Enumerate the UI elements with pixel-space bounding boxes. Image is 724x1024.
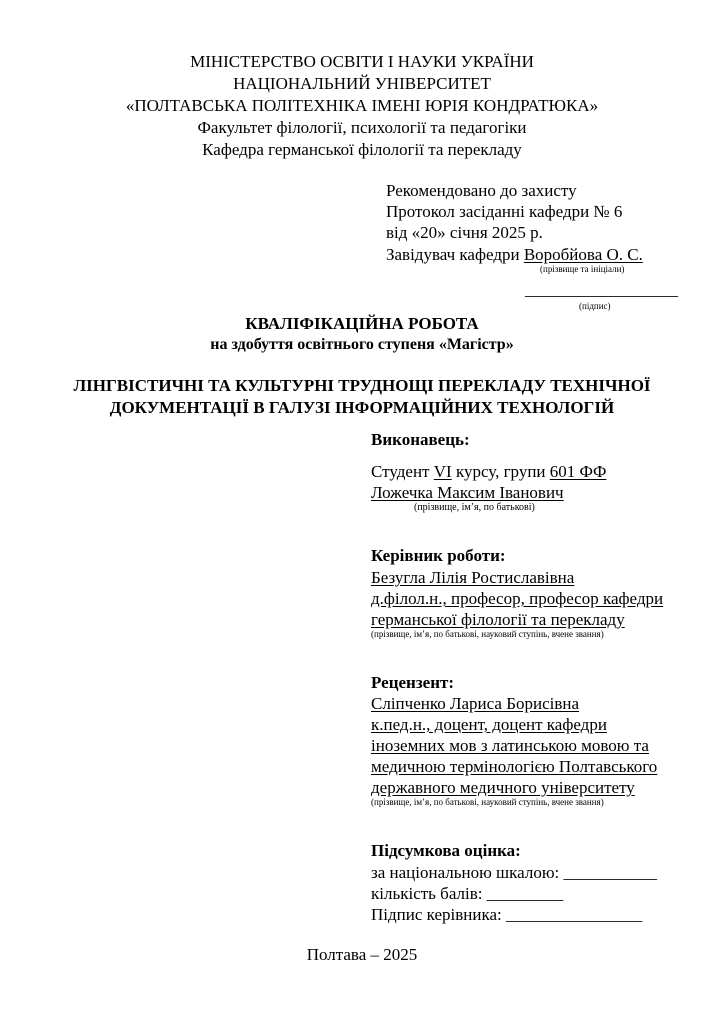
student-line [371,461,606,483]
signature-hint: (підпис) [579,301,611,311]
supervisor-position-1: д.філол.н., професор, професор кафедри [371,589,664,608]
name-hint: (прізвище та ініціали) [540,264,625,274]
supervisor-hint: (прізвище, ім’я, по батькові, науковий ступінь, вчене звання) [371,629,604,639]
reviewer-line-2: іноземних мов з латинською мовою та [371,736,649,755]
work-type: КВАЛІФІКАЦІЙНА РОБОТА [245,314,479,333]
reviewer-line-1: к.пед.н., доцент, доцент кафедри [371,715,607,734]
group-value: 601 ФФ [549,462,607,481]
university-line: НАЦІОНАЛЬНИЙ УНІВЕРСИТЕТ [233,74,491,93]
student-prefix: Студент [371,462,434,481]
supervisor-heading: Керівник роботи: [371,546,506,565]
executor-heading: Виконавець: [371,430,470,449]
department-line: Кафедра германської філології та перекладу [202,140,522,159]
thesis-title-line-1: ЛІНГВІСТИЧНІ ТА КУЛЬТУРНІ ТРУДНОЩІ ПЕРЕКЛАДУ ТЕХНІЧНОЇ [73,376,651,395]
grade-national: за національною шкалою: ___________ [371,863,657,882]
thesis-title-line-2: ДОКУМЕНТАЦІЇ В ГАЛУЗІ ІНФОРМАЦІЙНИХ ТЕХНОЛОГІЙ [109,398,615,417]
recommendation-line-1: Рекомендовано до захисту [386,181,577,200]
signature-line: __________________ [525,280,678,299]
ministry-line: МІНІСТЕРСТВО ОСВІТИ І НАУКИ УКРАЇНИ [190,52,534,71]
head-label: Завідувач кафедри [386,245,524,264]
university-name-line: «ПОЛТАВСЬКА ПОЛІТЕХНІКА ІМЕНІ ЮРІЯ КОНДРАТЮКА» [125,96,599,115]
reviewer-hint: (прізвище, ім’я, по батькові, науковий ступінь, вчене звання) [371,797,604,807]
supervisor-signature: Підпис керівника: ________________ [371,905,642,924]
reviewer-heading: Рецензент: [371,673,455,692]
supervisor-name: Безугла Лілія Ростиславівна [371,568,575,587]
reviewer-line-3: медичною термінологією Полтавського [371,757,658,776]
course-mid: курсу, групи [451,462,550,481]
recommendation-line-2: Протокол засіданні кафедри № 6 [386,202,623,221]
faculty-line: Факультет філології, психології та педагогіки [197,118,527,137]
reviewer-name: Сліпченко Лариса Борисівна [371,694,580,713]
student-name-hint: (прізвище, ім’я, по батькові) [414,502,535,513]
supervisor-position-2: германської філології та перекладу [371,610,625,629]
grade-heading: Підсумкова оцінка: [371,841,521,860]
degree-line: на здобуття освітнього ступеня «Магістр» [210,336,514,353]
recommendation-line-3: від «20» січня 2025 р. [386,223,543,242]
place-year: Полтава – 2025 [306,945,418,964]
student-name: Ложечка Максим Іванович [371,483,564,502]
head-name: Воробйова О. С. [523,245,643,264]
grade-points: кількість балів: _________ [371,884,564,903]
course-value: VI [433,462,452,481]
head-of-department [386,244,643,266]
reviewer-line-4: державного медичного університету [371,778,635,797]
